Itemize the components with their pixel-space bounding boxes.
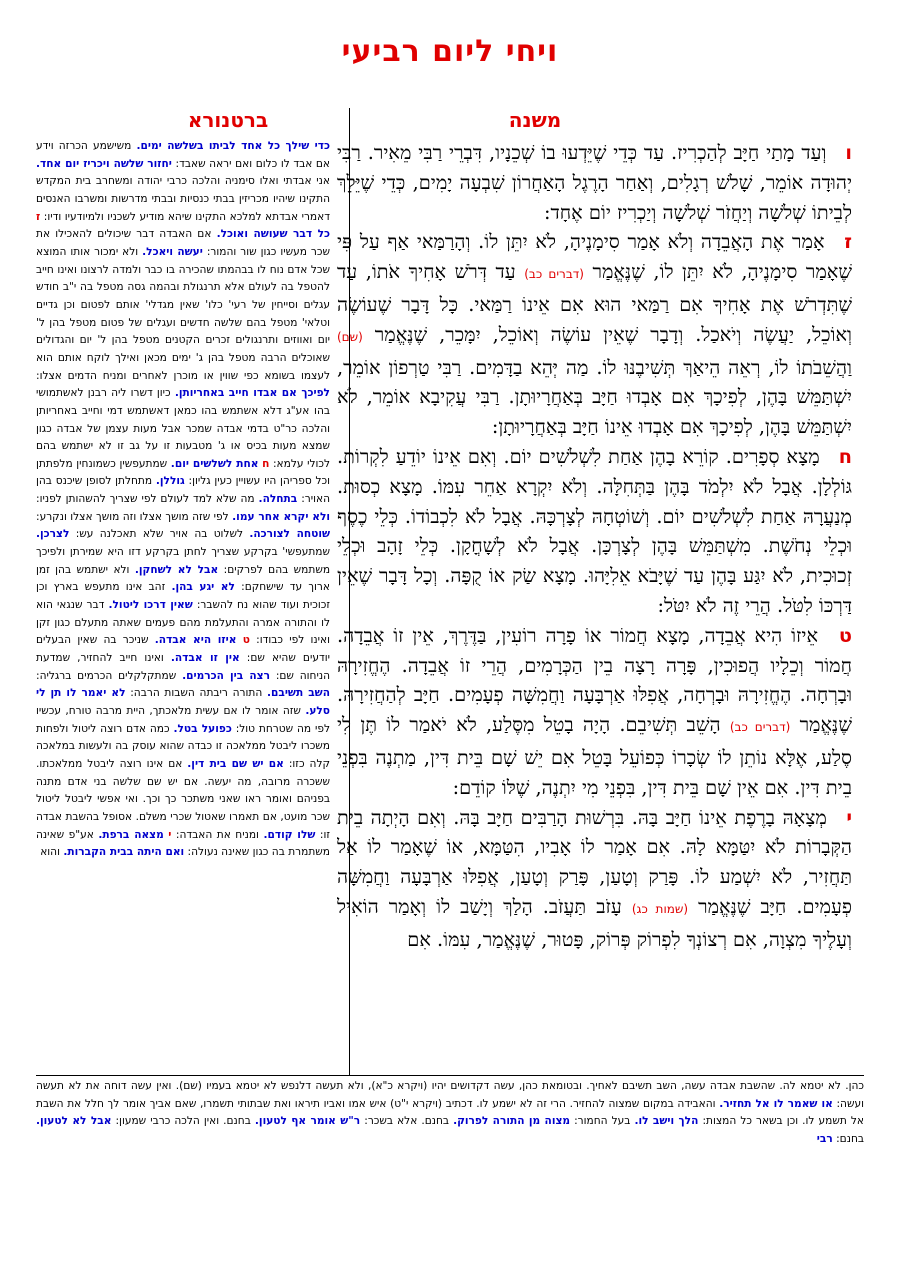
mishna-text: וַהֲשֵׁבֹתוֹ לוֹ, רְאֵה הֵיאַךְ תְּשִׁיבֶנּוּ לוֹ. מַה יְּהֵא בַדָּמִים. רַבִּי טַרְפוֹן אוֹמֵר, יִשְׁתַּמֵּשׁ בָּהֶן, לְפִיכָךְ אִם אָבְדוּ חַיָּב בְּאַחֲרָיוּתָן. רַבִּי עֲקִיבָא אוֹמֵר, לֹא יִשְׁתַּמֵּשׁ בָּהֶן, לְפִיכָךְ אִם אָבְדוּ אֵינוֹ חַיָּב בְּאַחֲרָיוּתָן: <box>337 355 852 439</box>
commentary-text: לפי שזה מושך אצלו וזה מושך אצלו ונקרע: <box>36 510 229 523</box>
dibbur-hamatchil: לא יאמר לו תן לי סלע. <box>36 687 330 717</box>
commentary-text: התורה ריבתה השבות הרבה: <box>130 687 263 700</box>
commentary-text: והאבידה במקום שמצוה להחזיר. הרי זה לא ישמע לו. דכתיב (ויקרא י"ט) איש אמו ואביו תיראו ואת שבתותי תשמרו, שאם אביך אומר לך חלל את השבת אל תשמע לו. וכן בשאר כל המצות: <box>36 1097 864 1128</box>
bartenura-continuation-text <box>36 1078 864 1148</box>
commentary-text: כהן. לא יטמא לה. שהשבת אבדה עשה, השב תשיבם לאחיך. ובטומאת כהן, עשה דקדושים יהיו (ויקרא כ"א), ולא תעשה דלנפש לא יטמא בעמיו (שם). ואין עשה דוחה את לא תעשה ועשה: <box>36 1080 864 1110</box>
dibbur-hamatchil: לפיכך אם אבדו חייב באחריותן. <box>174 387 330 400</box>
verse-citation: (שמות כג) <box>631 901 689 916</box>
dibbur-hamatchil: יחזור שלשה ויכריז יום אחד. <box>36 157 172 170</box>
mishna-number: י <box>846 805 852 829</box>
mishna-number: ט <box>838 623 852 647</box>
mishna-text: אָמַר אֶת הָאֲבֵדָה וְלֹא אָמַר סִימָנֶיהָ, לֹא יִתֵּן לוֹ. וְהָרַמַּאי אַף עַל פִּי שֶׁאָמַר סִימָנֶיהָ, לֹא יִתֵּן לוֹ, שֶׁנֶּאֱמַר <box>337 230 852 284</box>
mishna-column <box>337 138 852 1073</box>
mishna-paragraph <box>337 138 852 227</box>
mishna-text: מָצָא סְפָרִים. קוֹרֵא בָהֶן אַחַת לִשְׁלֹשִׁים יוֹם. וְאִם אֵינוֹ יוֹדֵעַ לִקְרוֹת. גּוֹלְלָן. אֲבָל לֹא יִלְמֹד בָּהֶן בַּתְּחִלָּה. וְלֹא יִקְרָא אַחֵר עִמּוֹ. מָצָא כְסוּת. מְנַעֲרָהּ אַחַת לִשְׁלֹשִׁים יוֹם. וְשׁוֹטְחָהּ לְצָרְכָּהּ. אֲבָל לֹא לִכְבוֹדוֹ. כְּלֵי כֶסֶף וּכְלֵי נְחֹשֶׁת. מִשְׁתַּמֵּשׁ בָּהֶן לְצָרְכָּן. אֲבָל לֹא לְשָׁחֳקָן. כְּלֵי זָהָב וּכְלֵי זְכוּכִית, לֹא יִגַּע בָּהֶן עַד שֶׁיָּבֹא אֵלִיָּהוּ. מָצָא שַׂק אוֹ קֻפָּה. וְכָל דָּבָר שֶׁאֵין דַּרְכּוֹ לִטֹּל. הֲרֵי זֶה לֹא יִטֹּל: <box>337 444 852 617</box>
commentary-text: והוא <box>40 846 60 859</box>
dibbur-hamatchil: לצרכן. <box>36 528 70 541</box>
dibbur-hamatchil: מצאה ברפת. <box>98 828 164 841</box>
commentary-text: שמתקלקלים הכרמים ברגליה: <box>36 669 177 682</box>
mishna-text: עַד דְּרֹשׁ אָחִיךָ אֹתוֹ, עַד שֶׁתִּדְרֹשׁ אֶת אָחִיךָ אִם רַמַּאי הוּא אִם אֵינוֹ רַמַּאי. כָּל דָּבָר שֶׁעוֹשֶׂה וְאוֹכֵל, יַעֲשֶׂה וְיֹאכַל. וְדָבָר שֶׁאֵין עוֹשֶׂה וְאוֹכֵל, יִמָּכֵר, שֶׁנֶּאֱמַר <box>337 260 852 346</box>
mishna-paragraph <box>337 621 852 803</box>
dibbur-hamatchil: גוללן. <box>155 475 185 488</box>
verse-citation: (שם) <box>337 329 363 344</box>
commentary-text: שמתעפשין כשמונחין מלפתתן וכל ספריהן היו עשויין כעין גליון: <box>36 457 330 488</box>
commentary-text: ואינו חייב להחזיר, שמדעת הניחוה שם: <box>36 652 330 682</box>
commentary-text: מה שלא למד לעולם לפי שצריך להשהותן לפניו: <box>36 493 255 506</box>
commentary-text: בחנם. אלא בשכר: <box>364 1115 450 1128</box>
bartenura-continuation <box>36 1078 864 1168</box>
commentary-mishna-number: י <box>168 828 172 841</box>
commentary-text: ולא ימכור אותו המוצא שכל אדם נוח לו בבהמתו שהכירה בו כבר ולמדה לרצונו ואינו חייב להטפל בה לעולם אלא תרנגולת ובהמה גסה מטפל בה י"ב חודש עגלים וסייחין של רעי' כלו' שאין מגדלי' אותם לפטום וכן גדיים וטלאי' מטפל בהם שלשה חדשים ועגלים של פטום מטפל בהן ל' יום ואווזים ותרנגולים זכרים הקטנים מטפל בהן ל' יום והגדולים שאוכלים הרבה מטפל בהן ג' ימים מכאן ואילך לוקח אותם הוא לעצמו בשומא כפי שווין או מוכרן לאחרים ומניח הדמים אצלו: <box>36 245 330 382</box>
dibbur-hamatchil: כל דבר שעושה ואוכל. <box>216 228 330 241</box>
mishna-number: ו <box>845 141 852 164</box>
bartenura-column <box>36 138 330 1073</box>
dibbur-hamatchil: ואם היתה בבית הקברות. <box>63 846 185 859</box>
verse-citation: (דברים כב) <box>729 720 791 735</box>
commentary-text: בעל החמור: <box>574 1115 631 1128</box>
commentary-text: בחנם. ואין הלכה כרבי שמעון: <box>115 1115 251 1128</box>
page-title: ויחי ליום רביעי <box>341 34 559 69</box>
dibbur-hamatchil: יעשה ויאכל. <box>142 245 203 258</box>
dibbur-hamatchil: השב תשיבם. <box>266 687 330 700</box>
commentary-text: אע"פ שאינה משתמרת בה כגון שאינה נעולה: <box>36 828 330 859</box>
commentary-text: ולא ישתמש בהן זמן ארוך עד שישחקם: <box>36 563 330 594</box>
mishna-text: הָשֵׁב תְּשִׁיבֵם. הָיָה בָטֵל מִסֶּלַע, לֹא יֹאמַר לוֹ תֶּן לִי סֶלַע, אֶלָּא נוֹתֵן לוֹ שְׂכָרוֹ כְּפוֹעֵל בָּטֵל אִם יֵשׁ שָׁם בֵּית דִּין, מַתְנֶה בִּפְנֵי בֵית דִּין. אִם אֵין שָׁם בֵּית דִּין, בִּפְנֵי מִי יִתְנֶה, שֶׁלּוֹ קוֹדֵם: <box>337 713 852 799</box>
commentary-text: אם אינו רוצה ליבטל ממלאכתו. ששכרה מרובה, מה יעשה. אם יש שם שלשה בני אדם מתנה בפניהם ואומר ראו שאני משתכר כך וכך. ואי אפשי ליבטל ליטול שכר מועט, אם תאמרו שאטול שכרי משלם. אסופל בהשבת אבדה זו: <box>36 757 330 841</box>
mishna-paragraph <box>337 227 852 442</box>
dibbur-hamatchil: ר"ש אומר אף לטעון. <box>254 1115 361 1128</box>
commentary-text: משישמע הכרזה וידע אם אבד לו כלום ואם יראה שאבד: <box>36 140 330 170</box>
dibbur-hamatchil: רבי <box>816 1132 833 1145</box>
dibbur-hamatchil: אבל לא לשחקן. <box>134 563 219 576</box>
commentary-text: זהב אינו מתעפש בארץ וכן זכוכית ועוד שהוא נח להשבר: <box>36 581 330 612</box>
bartenura-text <box>36 138 330 862</box>
dibbur-hamatchil: אחת לשלשים יום. <box>170 457 259 470</box>
dibbur-hamatchil: הלך וישב לו. <box>634 1115 699 1128</box>
commentary-text: בחנם: <box>836 1132 864 1145</box>
dibbur-hamatchil: שאין דרכו ליטול. <box>108 599 193 612</box>
commentary-text: לשלוט בה אויר שלא תאכלנה עש: <box>75 528 243 541</box>
commentary-text: שניכר בה שאין הבעלים יודעים שהיא שם: <box>36 634 330 665</box>
commentary-text: שמתעפשי' בקרקע שצריך לחתן בקרקע דזו היא שמירתן ולפיכך משתמש בהם לפרקים: <box>36 546 330 576</box>
commentary-text: אני אבדתי ואלו סימניה והלכה כרבי יהודה ומשחרב בית המקדש התקינו שיהיו מכריזין בבתי כנסיות ובבתי מדרשות ומשרבו האנסים דאמרי אבדתא למלכא התקינו שיהא מודיע לשכניו ולמיודעיו ודיו: <box>36 175 330 223</box>
dibbur-hamatchil: או שאמר לו אל תחזיר. <box>719 1097 833 1110</box>
dibbur-hamatchil: ולא יקרא אחר עמו. <box>232 510 330 523</box>
commentary-text: ומניח את האבדה: <box>175 828 259 841</box>
mishna-number: ח <box>838 444 852 468</box>
dibbur-hamatchil: שוטחה לצורכה. <box>249 528 330 541</box>
dibbur-hamatchil: בתחלה. <box>258 493 298 506</box>
commentary-text: מתחלתן לסופן שיכנס בהן האויר: <box>36 475 330 506</box>
commentary-mishna-number: ח <box>262 457 270 470</box>
dibbur-hamatchil: איזו היא אבדה. <box>154 634 237 647</box>
mishna-number: ז <box>844 230 852 254</box>
dibbur-hamatchil: אם יש שם בית דין. <box>187 757 284 770</box>
commentary-mishna-number: ז <box>36 210 41 223</box>
mishna-text: מְצָאָהּ בָרֶפֶת אֵינוֹ חַיָּב בָּהּ. בִּרְשׁוּת הָרַבִּים חַיָּב בָּהּ. וְאִם הָיְתָה בֵית הַקְּבָרוֹת לֹא יִטַּמָּא לָהּ. אִם אָמַר לוֹ אָבִיו, הִטַּמָּא, אוֹ שֶׁאָמַר לוֹ אַל תַּחֲזִיר, לֹא יִשְׁמַע לוֹ. פָּרַק וְטָעַן, פָּרַק וְטָעַן, אֲפִלּוּ אַרְבָּעָה וַחֲמִשָּׁה פְעָמִים. חַיָּב שֶׁנֶּאֱמַר <box>337 805 852 918</box>
dibbur-hamatchil: אבל לא לטעון. <box>36 1115 112 1128</box>
bottom-divider <box>36 1075 864 1076</box>
commentary-text: דבר שנגאי הוא לו והתורה אמרה והתעלמת מהם פעמים שאתה מתעלם כגון זקן ואינו לפי כבודו: <box>36 599 330 647</box>
commentary-text: שזה אומר לו אם עשית מלאכתך, היית מרבה טורח, עכשיו לפי מה שטרחת טול: <box>36 705 330 735</box>
mishna-paragraph <box>337 803 852 955</box>
commentary-text: כיון דשרו ליה רבנן לאשתמושי בהו אע"ג דלא אשתמש בהו כמאן דאשתמש דמי וחייב באחריותן והלכה כר"ט בדמי אבדה שמכר אבל מעות עצמן של אבדה כגון שמצא מעות בכיס או ג' מטבעות זו על גב זו לא ישתמש בהם לכולי עלמא: <box>36 387 330 470</box>
mishna-text: עָזֹב תַּעֲזֹב. הָלַךְ וְיָשַׁב לוֹ וְאָמַר הוֹאִיל וְעָלֶיךָ מִצְוָה, אִם רְצוֹנְךָ לִפְרוֹק פְּרוֹק, פָּטוּר, שֶׁנֶּאֱמַר, עִמּוֹ. אִם <box>337 894 852 951</box>
commentary-text: אם האבדה דבר שיכולים להאכילו את שכר מעשיו כגון שור והמור: <box>36 228 330 258</box>
bartenura-heading: ברטנורא <box>187 108 269 132</box>
verse-citation: (דברים כב) <box>524 267 584 282</box>
dibbur-hamatchil: שלו קודם. <box>263 828 316 841</box>
dibbur-hamatchil: כדי שילך כל אחד לביתו בשלשה ימים. <box>136 140 330 152</box>
commentary-mishna-number: ט <box>242 634 250 647</box>
dibbur-hamatchil: כפועל בטל. <box>173 722 232 735</box>
mishna-text: אֵיזוֹ הִיא אֲבֵדָה, מָצָא חֲמוֹר אוֹ פָרָה רוֹעִין, בַּדֶּרֶךְ, אֵין זוֹ אֲבֵדָה. חֲמוֹר וְכֵלָיו הֲפוּכִין, פָּרָה רָצָה בֵין הַכְּרָמִים, הֲרֵי זוֹ אֲבֵדָה. הֶחֱזִירָהּ וּבָרְחָה. הֶחֱזִירָהּ וּבָרְחָה, אֲפִלּוּ אַרְבָּעָה וַחֲמִשָּׁה פְעָמִים. חַיָּב לְהַחֲזִירָהּ. שֶׁנֶּאֱמַר <box>337 623 852 737</box>
mishna-paragraph <box>337 442 852 621</box>
dibbur-hamatchil: לא יגע בהן. <box>171 581 235 594</box>
dibbur-hamatchil: אין זו אבדה. <box>170 652 240 665</box>
dibbur-hamatchil: מצוה מן התורה לפרוק. <box>453 1115 571 1128</box>
mishna-heading: משנה <box>508 108 562 132</box>
mishna-text: וְעַד מָתַי חַיָּב לְהַכְרִיז. עַד כְּדֵי שֶׁיֵּדְעוּ בוֹ שְׁכֵנָיו, דִּבְרֵי רַבִּי מֵאִיר. רַבִּי יְהוּדָה אוֹמֵר, שָׁלֹשׁ רְגָלִים, וְאַחַר הָרֶגֶל הָאַחֲרוֹן שִׁבְעָה יָמִים, כְּדֵי שֶׁיֵּלֵךְ לְבֵיתוֹ שְׁלֹשָׁה וְיַחֲזֹר שְׁלֹשָׁה וְיַכְרִיז יוֹם אֶחָד: <box>337 141 852 224</box>
dibbur-hamatchil: רצה בין הכרמים. <box>182 669 270 682</box>
commentary-text: כמה אדם רוצה ליטול ולפחות משכרו ליבטל ממלאכה זו כבדה שהוא עוסק בה ולעשות במלאכה קלה כזו: <box>36 722 330 770</box>
